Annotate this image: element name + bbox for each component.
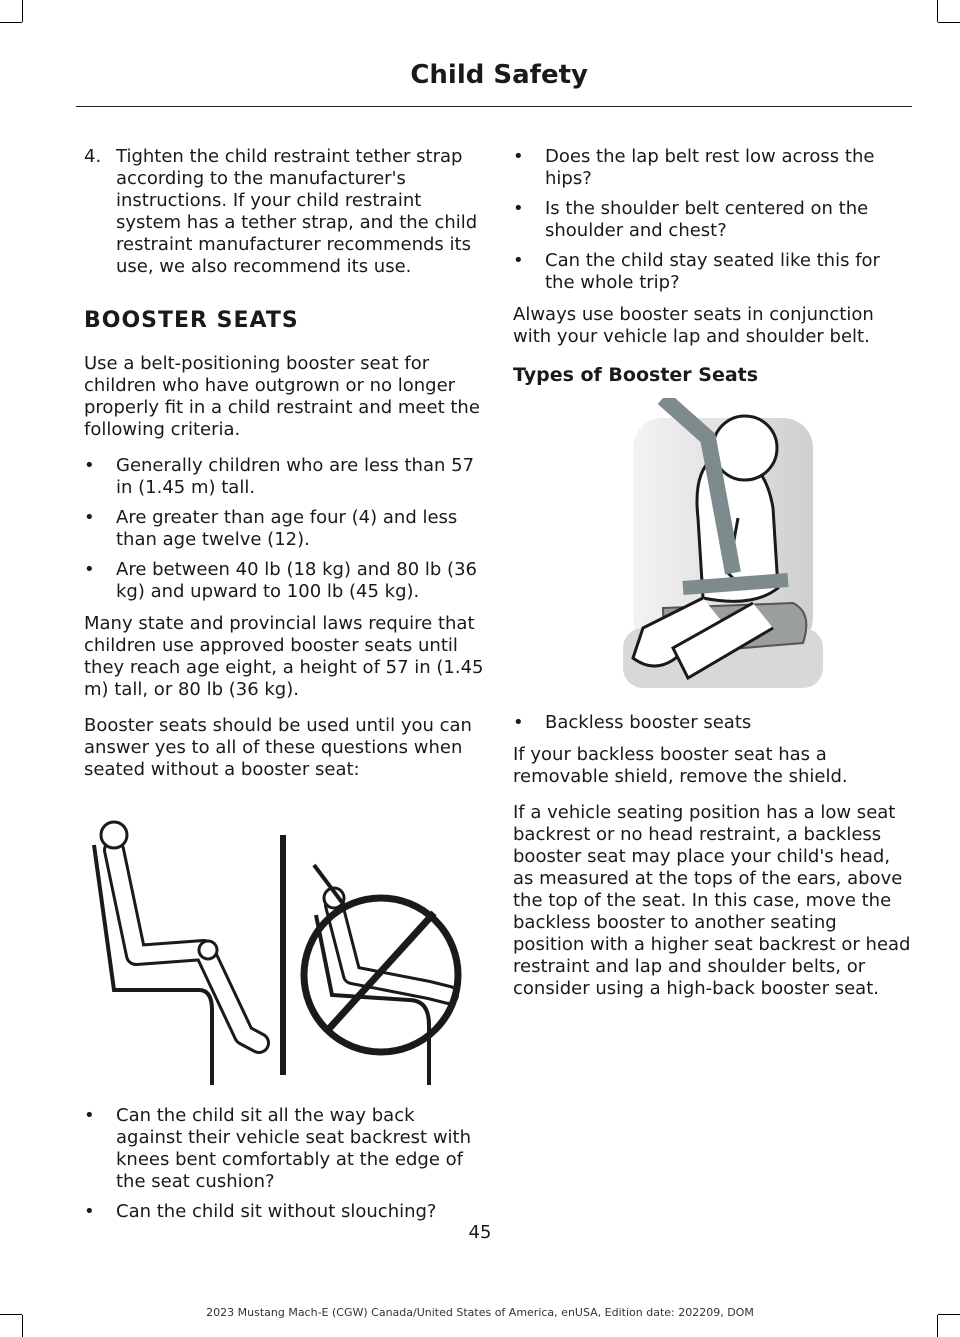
bullet: • (84, 559, 95, 580)
list-item: • Backless booster seats (513, 712, 752, 733)
list-item: • Is the shoulder belt centered on the shoulder and chest? (513, 198, 869, 241)
booster-intro: Use a belt-positioning booster seat for children who have outgrown or no longer properly fit in a child restraint and meet the following criteria. (84, 353, 480, 440)
list-item: • Can the child sit without slouching? (84, 1201, 437, 1222)
booster-types-list (513, 712, 913, 734)
laws-paragraph: Many state and provincial laws require that children use approved booster seats until they reach age eight, a height of 57 in (1.45 m) tall, or 80 lb (36 kg). (84, 613, 484, 700)
seating-posture-illustration (84, 795, 484, 1095)
list-item: • Does the lap belt rest low across the hips? (513, 146, 875, 189)
crop-mark (0, 22, 22, 23)
booster-seats-heading: BOOSTER SEATS (84, 308, 299, 333)
bullet: • (513, 712, 524, 733)
child-knee-correct (199, 941, 217, 959)
backless-booster-illustration (513, 398, 913, 698)
lap-belt (683, 580, 788, 588)
bullet: • (84, 455, 95, 476)
low-seat-paragraph: If a vehicle seating position has a low seat backrest or no head restraint, a backless booster seat may place your child's head, as measured at the tops of the ears, above the top of the seat. In this case, move the backless booster to another seating position with a higher seat backrest or head restraint and lap and shoulder belts, or consider using a high-back booster seat. (513, 802, 911, 999)
bullet: • (84, 1201, 95, 1222)
list-item: • Can the child stay seated like this for the whole trip? (513, 250, 880, 293)
bullet: • (84, 1105, 95, 1126)
questions-list-left (84, 1105, 484, 1223)
child-head (713, 416, 777, 480)
types-of-booster-seats-heading: Types of Booster Seats (513, 364, 759, 386)
step-4 (84, 146, 484, 278)
criteria-list (84, 455, 484, 603)
questions-intro: Booster seats should be used until you can answer yes to all of these questions when seated without a booster seat: (84, 715, 472, 780)
crop-mark (22, 0, 23, 22)
list-item: • Are between 40 lb (18 kg) and 80 lb (36 kg) and upward to 100 lb (45 kg). (84, 559, 477, 602)
crop-mark (937, 0, 938, 22)
left-column (84, 146, 484, 1233)
bullet: • (513, 198, 524, 219)
child-body-correct-fill (114, 850, 259, 1043)
bullet: • (513, 146, 524, 167)
list-item: • Are greater than age four (4) and less than age twelve (12). (84, 507, 458, 550)
page-number: 45 (468, 1222, 492, 1243)
list-item: • Can the child sit all the way back against their vehicle seat backrest with knees bent comfortably at the edge of the seat cushion? (84, 1105, 472, 1192)
bullet: • (84, 507, 95, 528)
list-item: • Generally children who are less than 57 in (1.45 m) tall. (84, 455, 475, 498)
child-head-correct (101, 822, 127, 848)
step-text: Tighten the child restraint tether strap according to the manufacturer's instructions. If your child restraint system has a tether strap, and the child restraint manufacturer recommends its use, we also recommend its use. (116, 146, 478, 277)
step-number: 4. (84, 146, 102, 167)
header-divider (76, 106, 912, 107)
bullet: • (513, 250, 524, 271)
footer-edition: 2023 Mustang Mach-E (CGW) Canada/United States of America, enUSA, Edition date: 202209, DOM (206, 1306, 754, 1319)
questions-list-right (513, 146, 913, 294)
page-title: Child Safety (410, 60, 588, 90)
seating-diagram (84, 795, 484, 1095)
booster-diagram (513, 398, 913, 698)
crop-mark (938, 22, 960, 23)
shield-paragraph: If your backless booster seat has a removable shield, remove the shield. (513, 744, 848, 787)
conjunction-paragraph: Always use booster seats in conjunction with your vehicle lap and shoulder belt. (513, 304, 874, 347)
right-column (513, 146, 913, 1014)
figure-divider (280, 835, 286, 1075)
